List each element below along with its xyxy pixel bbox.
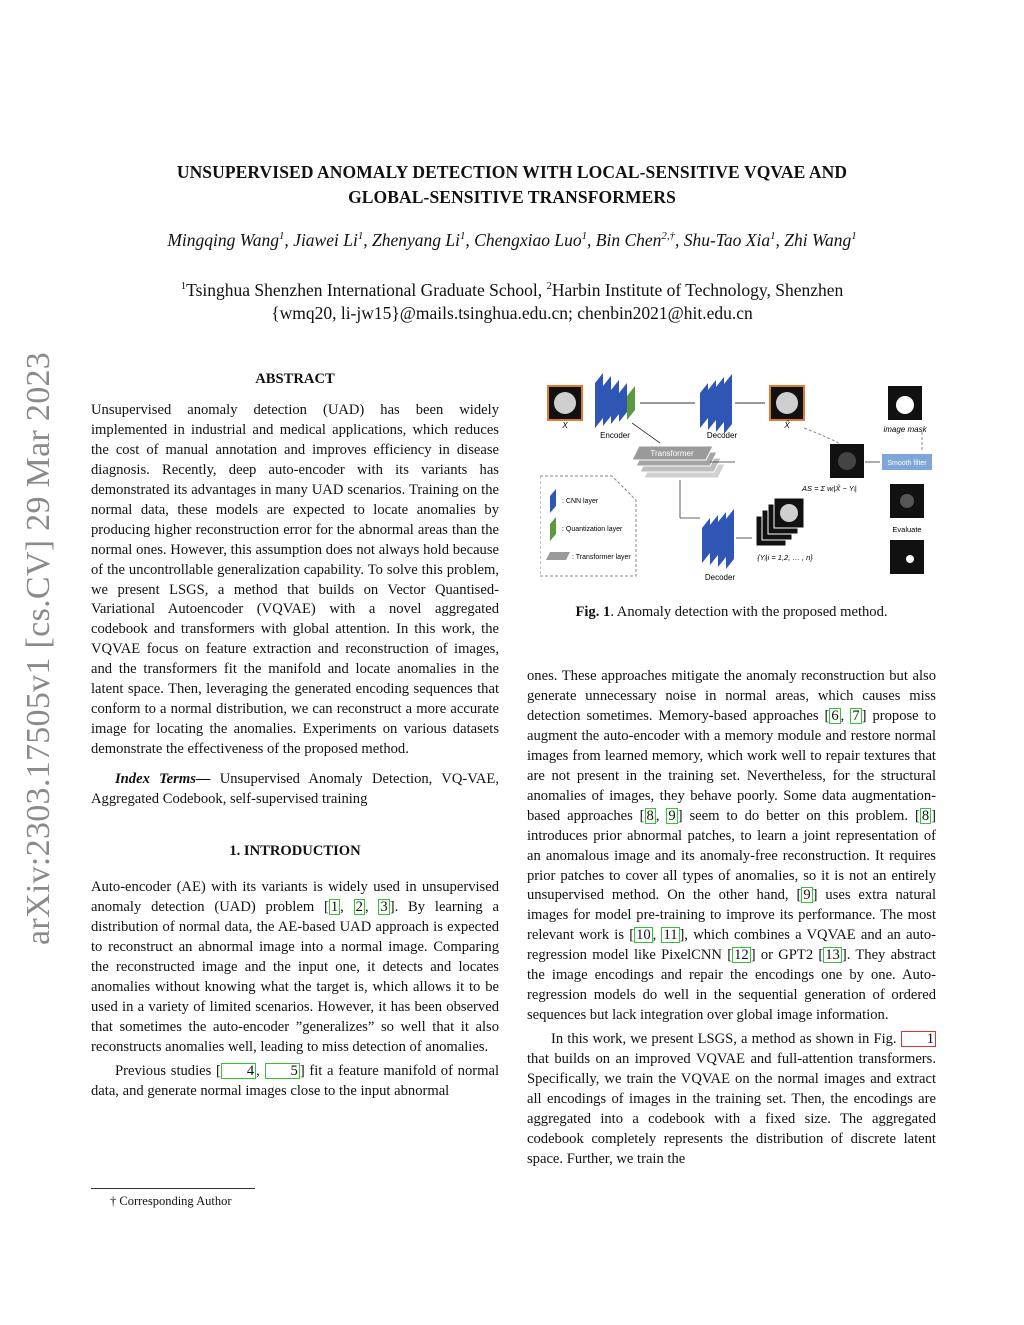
citation-link[interactable]: 10: [636, 927, 651, 944]
citation-link[interactable]: 6: [831, 707, 839, 724]
author: Shu-Tao Xia: [683, 230, 771, 250]
affil-mark: 1: [180, 280, 187, 293]
citation-link[interactable]: 9: [803, 887, 811, 904]
label-x: X: [562, 421, 568, 430]
right-paragraph-1: ones. These approaches mitigate the anomaly reconstruction but also generate unnecessary noise in normal areas, which causes miss detection sometimes. Memory-based approaches [ 6 , 7 ] propose to augment the auto-encoder with a memory module and restore normal images from learned memory, which work well to repair textures that are not present in the training set. Nevertheless, for the structural anomalies of images, they behave poorly. Some data augmentation-based approaches [ 8 , 9 ] seem to do better on this problem. [ 8 ] introduces prior abnormal patches, to learn a joint representation of an anomalous image and its anomaly-free reconstruction. It requires prior patches to cover all types of anomalies, so it is not an entirely unsupervised method. On the other hand, [ 9 ] uses extra natural images for model pre-training to improve its performance. The most relevant work is [ 10 , 11 ], which combines a VQVAE and an auto-regression model like PixelCNN [ 12 ] or GPT2 [ 13 ]. They abstract the image encodings and repair the encodings one by one. Auto-regression models do well in the sequential generation of ordered sequences but lack integration over global image information.: [527, 668, 937, 1024]
citation-link[interactable]: 5: [265, 1063, 300, 1079]
legend-cnn-swatch: [550, 489, 556, 513]
cnn-layer-shape: [718, 512, 726, 567]
decoder-bottom-block: [702, 509, 734, 569]
label-transformer: Transformer: [650, 449, 694, 458]
author: Mingqing Wang: [167, 230, 279, 250]
citation-link[interactable]: 3: [380, 898, 388, 915]
author: Jiawei Li: [293, 230, 358, 250]
affiliations: [60, 279, 964, 325]
figure-caption: [527, 604, 936, 621]
cnn-layer-shape: [702, 518, 710, 563]
mask-shape: [896, 396, 914, 414]
citation-link[interactable]: 13: [825, 947, 840, 964]
cnn-layer-shape: [700, 383, 708, 428]
author: Zhi Wang: [784, 230, 852, 250]
brain-scan-icon: [780, 504, 798, 522]
left-column: [91, 370, 499, 1105]
figure-caption-label: Fig. 1: [575, 604, 611, 620]
legend-transformer-swatch: [546, 552, 570, 560]
quant-layer-shape: [627, 386, 635, 420]
cnn-layer-shape: [611, 380, 619, 424]
title-line-2: GLOBAL-SENSITIVE TRANSFORMERS: [348, 187, 676, 207]
cnn-layer-shape: [708, 380, 716, 430]
label-evaluate: Evaluate: [892, 525, 922, 534]
footnote-rule: [91, 1188, 255, 1189]
label-xhat: X̂: [784, 421, 790, 430]
intro-paragraph-1: Auto-encoder (AE) with its variants is widely used in unsupervised anomaly detection (UAD) problem [ 1 , 2 , 3 ]. By learning a distribution of normal data, the AE-based UAD approach is expected to reconstruct an abnormal image into a normal image. Comparing the reconstructed image and the input one, it detects and locates anomalies without knowing what the target is, which allows it to be used in a variety of limited scenarios. However, it has been observed that sometimes the auto-encoder ”generalizes” so well that it also reconstructs anomalies well, leading to miss detection of anomalies.: [91, 878, 500, 1055]
smoothed-map-shape: [900, 494, 914, 508]
right-paragraph-2: In this work, we present LSGS, a method as shown in Fig. 1 that builds on an improved VQVAE and full-attention transformers. Specifically, we train the VQVAE on the normal images and extract all encodings of images in the training set. Then, the encodings are aggregated into a codebook with a fixed size. The aggregated codebook completely represents the distribution of discrete latent space. Further, we train the: [527, 1031, 936, 1167]
label-encoder: Encoder: [600, 431, 630, 440]
arrow-line: [632, 423, 660, 443]
figure-ref-link[interactable]: 1: [901, 1031, 936, 1047]
title-line-1: UNSUPERVISED ANOMALY DETECTION WITH LOCAL-SENSITIVE VQVAE AND: [176, 162, 848, 182]
citation-link[interactable]: 7: [852, 707, 860, 724]
citation-link[interactable]: 9: [668, 807, 676, 824]
citation-link[interactable]: 1: [330, 898, 339, 915]
figure-caption-text: . Anomaly detection with the proposed method.: [610, 604, 888, 620]
legend-quant-swatch: [550, 517, 556, 541]
abstract-text: Unsupervised anomaly detection (UAD) has been widely implemented in industrial and medical applications, which reduces the cost of manual annotation and improves efficiency in disease diagnosis. Recently, deep auto-encoder with its variants has demonstrated its advantages in many UAD scenarios. Training on the normal data, these models are expected to locate anomalies by producing higher reconstruction error for the abnormal areas than the normal ones. However, this assumption does not always hold because of the uncontrollable generalization capability. To solve this problem, we present LSGS, a method that builds on Vector Quantised-Variational Autoencoder (VQVAE) with a novel aggregated codebook and transformers with global attention. In this work, the VQVAE focus on feature extraction and reconstruction of images, and the transformers fit the manifold and locate anomalies in the latent space. Then, leveraging the generated encoding sequences that conform to a normal distribution, we can reconstruct a more accurate image for locating the anomalies. Experiments on various datasets demonstrate the effectiveness of the proposed method.: [91, 401, 499, 758]
author-affil-mark: 1: [581, 230, 588, 243]
decoder-top-block: [700, 374, 732, 434]
dashed-arrow: [804, 428, 840, 444]
citation-link[interactable]: 2: [355, 898, 363, 915]
evaluated-mask-shape: [906, 555, 914, 563]
institutions: [60, 279, 964, 302]
author-list: Mingqing Wang$^1$, Jiawei Li$^1$, Zhenyang Li$^1$, Chengxiao Luo$^1$, Bin Chen$^{2,\dagger}$, Shu-Tao Xia$^1$, Zhi Wang$^1$: [167, 230, 857, 250]
label-decoder-top: Decoder: [706, 431, 738, 440]
footnote: † Corresponding Author: [110, 1194, 232, 1208]
author: Zhenyang Li: [372, 230, 460, 250]
brain-scan-icon: [776, 392, 798, 414]
citation-link[interactable]: 4: [221, 1063, 256, 1079]
label-smooth-filter: Smooth filter: [887, 460, 927, 467]
intro-heading: 1. INTRODUCTION: [229, 843, 361, 860]
index-terms: [91, 770, 499, 810]
cnn-layer-shape: [595, 373, 603, 428]
reconstruction-stack: [756, 498, 804, 546]
author-affil-mark: 1: [357, 230, 364, 243]
legend-cnn-label: : CNN layer: [562, 498, 599, 505]
cnn-layer-shape: [716, 377, 724, 432]
institution-1: Tsinghua Shenzhen International Graduate School,: [186, 280, 547, 300]
anomaly-map-shape: [838, 452, 856, 470]
intro-paragraph-2: Previous studies [ 4 , 5 ] fit a feature manifold of normal data, and generate normal images close to the input abnormal: [91, 1062, 500, 1099]
citation-link[interactable]: 8: [921, 807, 930, 824]
citation-link[interactable]: 12: [734, 947, 749, 964]
encoder-block: [595, 373, 635, 428]
label-decoder-bottom: Decoder: [704, 573, 736, 582]
author-affil-mark: 1: [279, 230, 285, 243]
index-terms-label: Index Terms—: [115, 771, 211, 788]
method-diagram: [540, 368, 940, 588]
index-terms-text: Unsupervised Anomaly Detection, VQ-VAE, Aggregated Codebook, self-supervised training: [91, 771, 499, 808]
paper-title: [100, 160, 924, 210]
emails: {wmq20, li-jw15}@mails.tsinghua.edu.cn; chenbin2021@hit.edu.cn: [271, 303, 753, 323]
cnn-layer-shape: [726, 509, 734, 569]
author-affil-mark: 1: [851, 230, 857, 243]
abstract-heading: ABSTRACT: [255, 371, 335, 387]
cnn-layer-shape: [724, 374, 732, 434]
citation-link[interactable]: 8: [646, 807, 654, 824]
author: Chengxiao Luo: [474, 230, 582, 250]
arxiv-stamp: arXiv:2303.17505v1 [cs.CV] 29 Mar 2023: [20, 351, 57, 945]
label-y-set: {Yᵢ|i = 1,2, … , n}: [757, 553, 813, 562]
author-affil-mark: 2,†: [661, 230, 675, 243]
label-image-mask: image mask: [883, 425, 927, 434]
author-affil-mark: 1: [770, 230, 776, 243]
cnn-layer-shape: [710, 515, 718, 565]
brain-scan-icon: [554, 392, 576, 414]
institution-2: Harbin Institute of Technology, Shenzhen: [551, 280, 844, 300]
author: Bin Chen: [595, 230, 662, 250]
citation-link[interactable]: 11: [663, 927, 678, 944]
figure-1: [540, 368, 940, 588]
legend-quant-label: : Quantization layer: [562, 526, 623, 533]
cnn-layer-shape: [619, 383, 627, 422]
legend-trans-label: : Transformer layer: [572, 554, 631, 561]
affil-mark: 2: [546, 280, 552, 293]
author-affil-mark: 1: [460, 230, 466, 243]
right-column: [527, 667, 936, 1174]
label-as-formula: AS = Σ wᵢ|X̂ − Yᵢ|: [802, 484, 857, 493]
cnn-layer-shape: [603, 376, 611, 426]
